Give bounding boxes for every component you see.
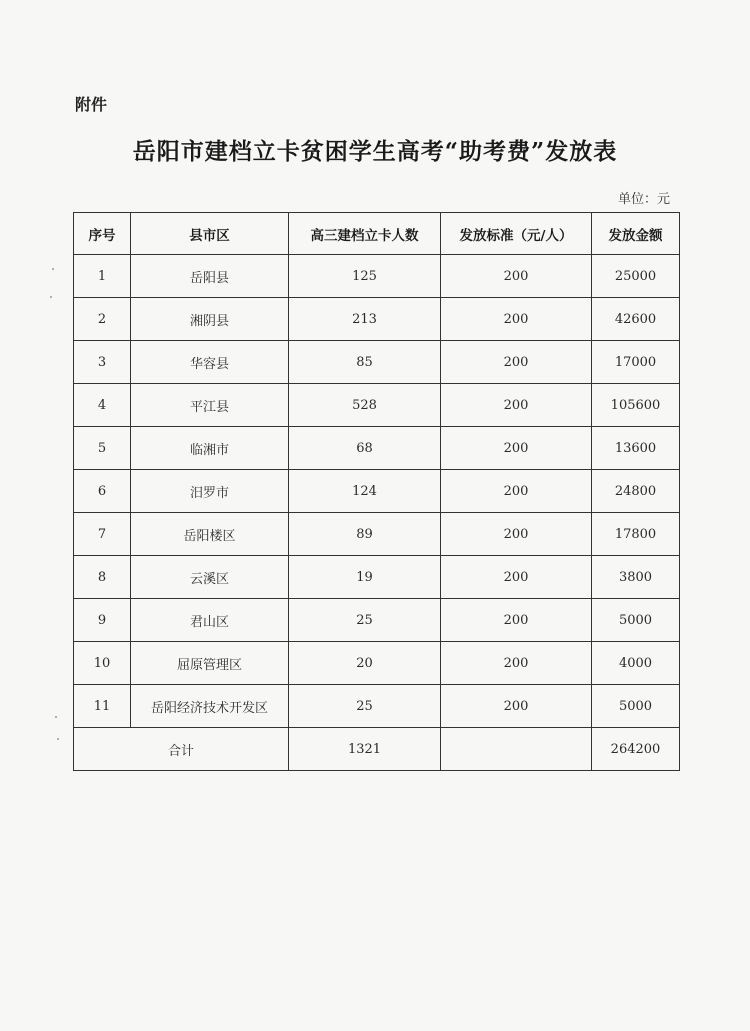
row-student-count: 25 <box>289 685 441 728</box>
row-standard: 200 <box>441 384 592 427</box>
row-amount: 5000 <box>592 599 680 642</box>
header-amount: 发放金额 <box>592 213 680 255</box>
row-index: 3 <box>74 341 131 384</box>
row-standard: 200 <box>441 427 592 470</box>
row-county: 君山区 <box>131 599 289 642</box>
row-amount: 42600 <box>592 298 680 341</box>
table-row <box>74 556 680 599</box>
row-standard: 200 <box>441 599 592 642</box>
table-row <box>74 341 680 384</box>
attachment-label: 附件 <box>75 95 108 114</box>
row-county: 屈原管理区 <box>131 642 289 685</box>
row-index: 9 <box>74 599 131 642</box>
row-amount: 4000 <box>592 642 680 685</box>
header-standard: 发放标准（元/人） <box>441 213 592 255</box>
total-amount: 264200 <box>592 728 680 771</box>
table-row <box>74 427 680 470</box>
row-amount: 17000 <box>592 341 680 384</box>
table-row <box>74 685 680 728</box>
total-row <box>74 728 680 771</box>
row-index: 1 <box>74 255 131 298</box>
table-row <box>74 642 680 685</box>
header-county: 县市区 <box>131 213 289 255</box>
row-student-count: 125 <box>289 255 441 298</box>
row-standard: 200 <box>441 642 592 685</box>
row-county: 岳阳县 <box>131 255 289 298</box>
table-row <box>74 298 680 341</box>
row-index: 10 <box>74 642 131 685</box>
row-amount: 3800 <box>592 556 680 599</box>
scan-speck <box>50 296 52 298</box>
row-amount: 24800 <box>592 470 680 513</box>
row-standard: 200 <box>441 470 592 513</box>
row-index: 2 <box>74 298 131 341</box>
row-index: 8 <box>74 556 131 599</box>
scan-speck <box>55 716 57 718</box>
row-county: 汨罗市 <box>131 470 289 513</box>
table-row <box>74 599 680 642</box>
row-index: 11 <box>74 685 131 728</box>
row-standard: 200 <box>441 298 592 341</box>
row-amount: 105600 <box>592 384 680 427</box>
row-county: 岳阳经济技术开发区 <box>131 685 289 728</box>
row-student-count: 528 <box>289 384 441 427</box>
row-amount: 25000 <box>592 255 680 298</box>
row-standard: 200 <box>441 255 592 298</box>
row-index: 5 <box>74 427 131 470</box>
row-amount: 13600 <box>592 427 680 470</box>
row-index: 6 <box>74 470 131 513</box>
table-row <box>74 513 680 556</box>
total-label: 合计 <box>74 728 289 771</box>
row-county: 平江县 <box>131 384 289 427</box>
row-amount: 17800 <box>592 513 680 556</box>
row-amount: 5000 <box>592 685 680 728</box>
total-standard <box>441 728 592 771</box>
row-county: 临湘市 <box>131 427 289 470</box>
row-index: 7 <box>74 513 131 556</box>
row-student-count: 213 <box>289 298 441 341</box>
row-student-count: 124 <box>289 470 441 513</box>
row-student-count: 25 <box>289 599 441 642</box>
row-index: 4 <box>74 384 131 427</box>
total-count: 1321 <box>289 728 441 771</box>
row-student-count: 68 <box>289 427 441 470</box>
row-student-count: 20 <box>289 642 441 685</box>
row-county: 湘阴县 <box>131 298 289 341</box>
row-standard: 200 <box>441 513 592 556</box>
row-standard: 200 <box>441 341 592 384</box>
scan-speck <box>52 268 54 270</box>
unit-label: 单位：元 <box>617 192 670 207</box>
row-county: 华容县 <box>131 341 289 384</box>
table-body <box>74 255 680 728</box>
row-student-count: 85 <box>289 341 441 384</box>
table-row <box>74 470 680 513</box>
row-standard: 200 <box>441 685 592 728</box>
row-county: 岳阳楼区 <box>131 513 289 556</box>
scan-speck <box>57 738 59 740</box>
table-header-row <box>74 213 680 255</box>
table-row <box>74 384 680 427</box>
row-student-count: 19 <box>289 556 441 599</box>
row-student-count: 89 <box>289 513 441 556</box>
row-county: 云溪区 <box>131 556 289 599</box>
header-student-count: 高三建档立卡人数 <box>289 213 441 255</box>
header-index: 序号 <box>74 213 131 255</box>
allowance-table <box>73 212 680 771</box>
document-title: 岳阳市建档立卡贫困学生高考“助考费”发放表 <box>132 138 618 165</box>
table-row <box>74 255 680 298</box>
row-standard: 200 <box>441 556 592 599</box>
